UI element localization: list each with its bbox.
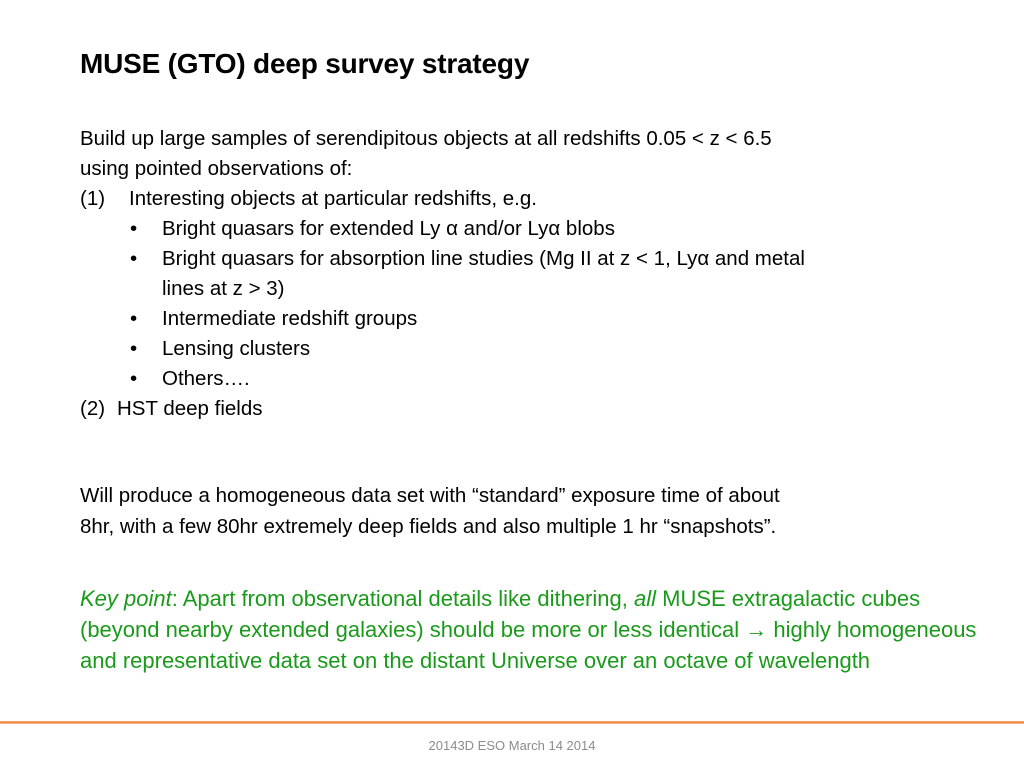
key-point-paragraph <box>80 583 990 676</box>
item-text: Interesting objects at particular redshifts, e.g. <box>129 187 537 210</box>
intro-block <box>80 124 805 424</box>
item-text: HST deep fields <box>117 397 263 420</box>
bullet-icon: • <box>130 367 138 390</box>
item-number: (2) <box>80 397 106 420</box>
bullet-item: • Bright quasars for extended Ly α and/or Lyα blobs <box>80 214 805 244</box>
bullet-item: • Intermediate redshift groups <box>80 304 805 334</box>
summary-paragraph <box>80 480 780 542</box>
bullet-item: • Others…. <box>80 364 805 394</box>
item-number: (1) <box>80 187 106 210</box>
bullet-icon: • <box>130 247 138 270</box>
key-point-text-cont: MUSE extragalactic cubes (beyond nearby extended galaxies) should be more or less identical → highly homogeneous and representative data set on the distant Universe over an octave of wavelength <box>80 586 977 673</box>
slide-title: MUSE (GTO) deep survey strategy <box>80 48 530 79</box>
key-point-label: Key point <box>80 586 172 611</box>
bullet-item: • Bright quasars for absorption line studies (Mg II at z < 1, Lyα and metal <box>80 244 805 274</box>
numbered-item-1 <box>80 184 805 214</box>
bullet-icon: • <box>130 337 138 360</box>
bullet-icon: • <box>130 217 138 240</box>
intro-line: using pointed observations of: <box>80 157 353 180</box>
footer-divider <box>0 721 1024 724</box>
bullet-icon: • <box>130 307 138 330</box>
bullet-item: • Lensing clusters <box>80 334 805 364</box>
intro-line: Build up large samples of serendipitous objects at all redshifts 0.05 < z < 6.5 <box>80 127 772 150</box>
bullet-continuation: lines at z > 3) <box>162 277 285 300</box>
key-point-emphasis: all <box>633 586 656 611</box>
bullet-list <box>80 214 805 394</box>
footer-text: 20143D ESO March 14 2014 <box>428 738 596 753</box>
paragraph-line: Will produce a homogeneous data set with “standard” exposure time of about <box>80 484 780 507</box>
key-point-text: : Apart from observational details like dithering, <box>171 586 634 611</box>
paragraph-line: 8hr, with a few 80hr extremely deep fields and also multiple 1 hr “snapshots”. <box>80 515 777 538</box>
numbered-item-2 <box>80 394 805 424</box>
